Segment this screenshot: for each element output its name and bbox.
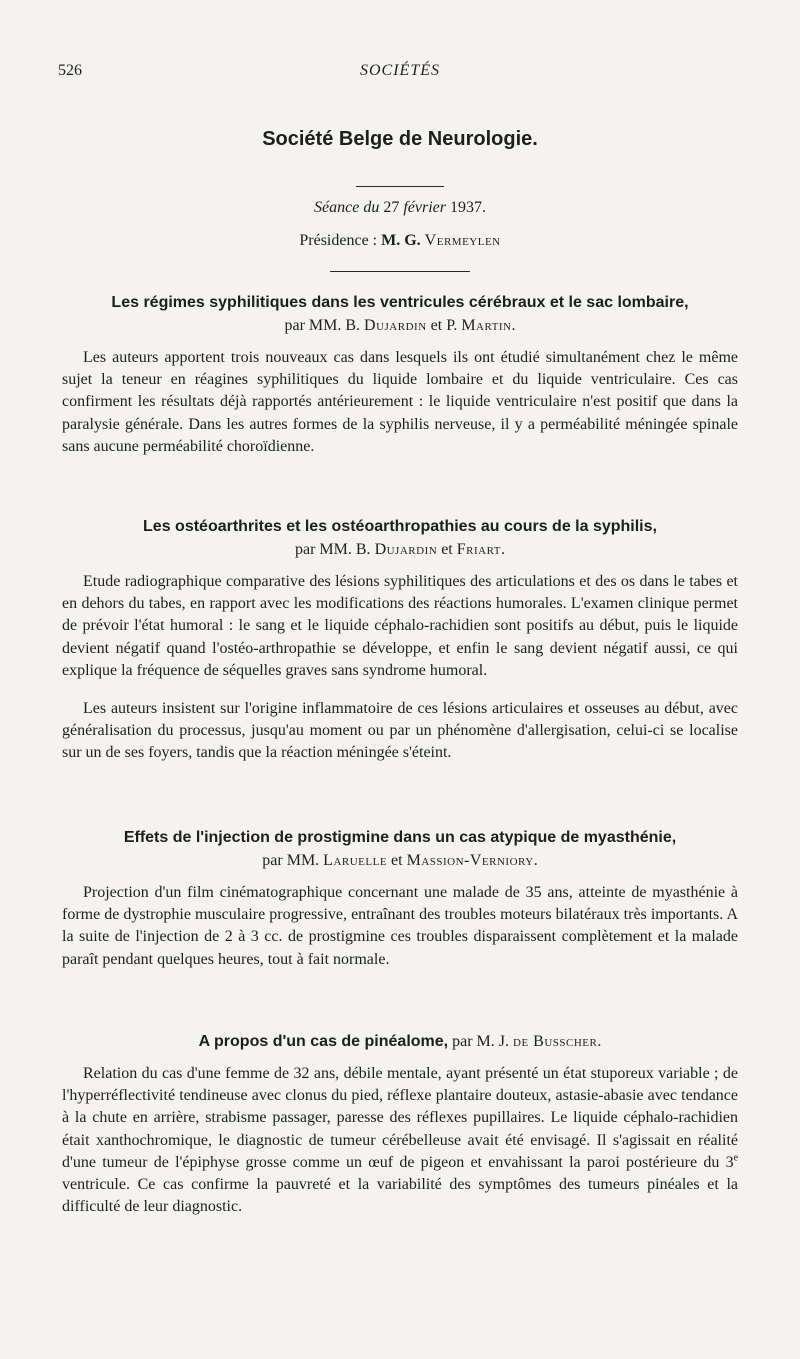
section-title: Les ostéoarthrites et les ostéoarthropathies au cours de la syphilis, — [143, 518, 657, 535]
section-prostigmine — [62, 827, 738, 987]
session-year: 1937. — [449, 199, 486, 216]
author-name: Dujardin — [374, 541, 438, 558]
author-name: Laruelle — [323, 852, 388, 869]
presidence-label: Présidence : — [299, 232, 378, 249]
section-title: Effets de l'injection de prostigmine dans un cas atypique de myasthénie, — [123, 829, 677, 846]
page-number: 526 — [58, 62, 82, 79]
presidence-line — [0, 232, 800, 250]
section-osteoarthrites — [62, 516, 738, 781]
section-authors: par MM. B. Dujardin et P. Martin. — [284, 317, 516, 334]
section-title: A propos d'un cas de pinéalome, — [198, 1033, 449, 1050]
author-name: Martin — [461, 317, 512, 334]
section-rule — [330, 271, 470, 272]
section-authors: par MM. B. Dujardin et Friart. — [295, 541, 505, 558]
section-pinealome — [62, 1030, 738, 1234]
section-authors: par MM. Laruelle et Massion-Verniory. — [262, 852, 538, 869]
section-paragraph: Les auteurs insistent sur l'origine inflammatoire de ces lésions articulaires et osseuses au début, avec généralisation du processus, jusqu'au moment ou par un phénomène d'allergisation, celui-ci se localise sur un de ses foyers, tandis que la réaction méningée s'éteint. — [62, 700, 738, 762]
section-regimes-syphilitiques — [62, 292, 738, 474]
author-name: de Busscher — [513, 1033, 598, 1050]
section-paragraph: Les auteurs apportent trois nouveaux cas dans lesquels ils ont étudié simultanément chez le même sujet la teneur en réagines syphilitiques du liquide lombaire et du liquide ventriculaire. Ces cas confirment les résultats déjà rapportés antérieurement : le liquide ventriculaire n'est positif que dans la paralysie générale. Dans les autres formes de la syphilis nerveuse, il y a perméabilité méningée spinale sans aucune perméabilité choroïdienne. — [62, 349, 738, 455]
presidence-surname: Vermeylen — [424, 232, 501, 249]
author-name: Massion-Verniory — [406, 852, 534, 869]
section-paragraph: Projection d'un film cinématographique concernant une malade de 35 ans, atteinte de myasthénie à forme de dystrophie musculaire progressive, entraînant des troubles moteurs bilatéraux très importants. A la suite de l'injection de 2 à 3 cc. de prostigmine ces troubles disparaissent complètement et la malade paraît pendant quelques heures, tout à fait normale. — [62, 884, 738, 968]
presidence-name: M. G. — [381, 232, 421, 249]
title-rule — [356, 186, 444, 187]
author-name: Dujardin — [364, 317, 427, 334]
session-prefix: Séance du — [314, 199, 380, 216]
section-heading-line: A propos d'un cas de pinéalome, par M. J. de Busscher. — [198, 1033, 602, 1050]
author-name: Friart — [456, 541, 501, 558]
session-month: février — [403, 199, 446, 216]
section-paragraph: Relation du cas d'une femme de 32 ans, débile mentale, ayant présenté un état stuporeux variable ; de l'hyperréflectivité tendineuse avec clonus du pied, réflexe plantaire douteux, astasie-abasie avec tendance à la chute en arrière, strabisme passager, paresse des réflexes pupillaires. Le liquide céphalo-rachidien était xanthochromique, le diagnostic de tumeur cérébelleuse avait été envisagé. Il s'agissait en réalité d'une tumeur de l'épiphyse grosse comme un œuf de pigeon et envahissant la paroi postérieure du 3e ventricule. Ce cas confirme la pauvreté et la variabilité des symptômes des tumeurs pinéales et la difficulté de leur diagnostic. — [62, 1065, 739, 1216]
section-title: Les régimes syphilitiques dans les ventricules cérébraux et le sac lombaire, — [111, 294, 689, 311]
session-date — [0, 199, 800, 217]
section-paragraph: Etude radiographique comparative des lésions syphilitiques des articulations et des os dans le tabes et en dehors du tabes, en rapport avec les modifications des réactions humorales. L'examen clinique permet de prévoir l'état humoral : le sang et le liquide céphalo-rachidien sont positifs au début, puis le liquide devient négatif quand l'ostéo-arthropathie se développe, et enfin le sang devient négatif aussi, ce qui explique la fréquence de séquelles graves sans syndrome humoral. — [62, 573, 738, 679]
session-day: 27 — [383, 199, 400, 216]
society-title: Société Belge de Neurologie. — [262, 128, 538, 150]
running-title: SOCIÉTÉS — [360, 62, 440, 79]
